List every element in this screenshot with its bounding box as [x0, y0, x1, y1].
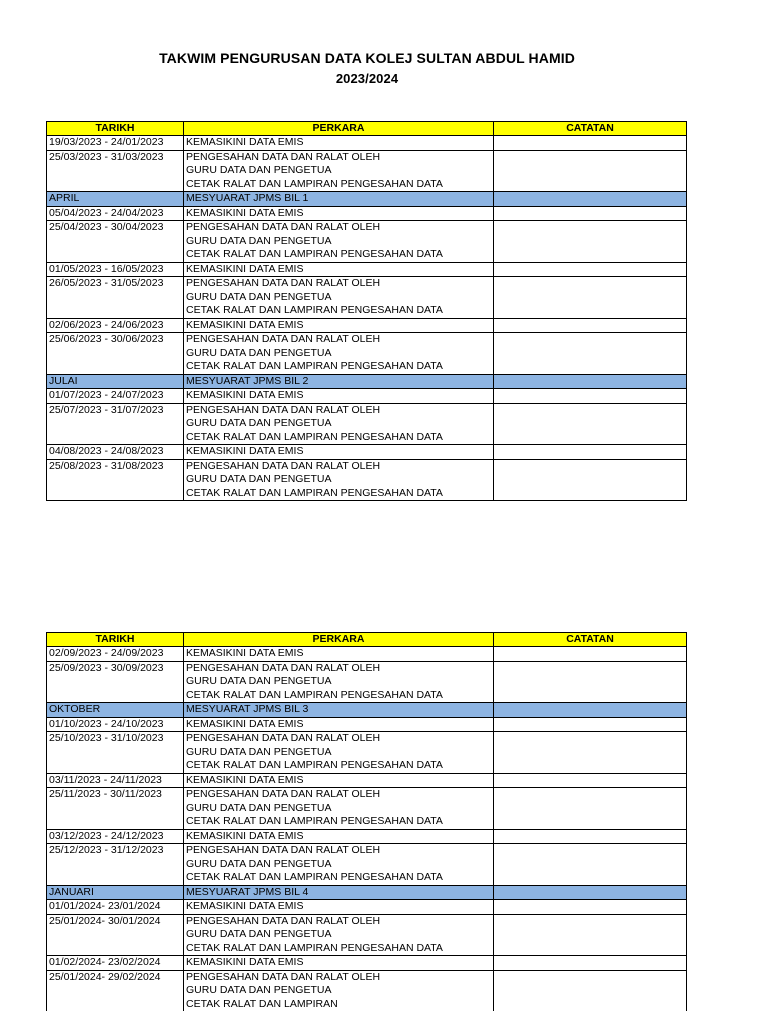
schedule-table-1	[46, 121, 687, 501]
cell-catatan	[494, 206, 687, 221]
cell-catatan	[494, 374, 687, 389]
table-row	[47, 914, 687, 956]
cell-catatan	[494, 703, 687, 718]
perkara-line: GURU DATA DAN PENGETUA	[186, 675, 332, 687]
cell-catatan	[494, 717, 687, 732]
cell-tarikh: 01/01/2024- 23/01/2024	[47, 900, 184, 915]
cell-perkara	[184, 459, 494, 501]
perkara-line: CETAK RALAT DAN LAMPIRAN	[186, 997, 338, 1010]
table-row	[47, 647, 687, 662]
perkara-line: KEMASIKINI DATA EMIS	[186, 318, 304, 331]
perkara-line: GURU DATA DAN PENGETUA	[186, 928, 332, 940]
perkara-line: GURU DATA DAN PENGETUA	[186, 984, 332, 996]
perkara-line: KEMASIKINI DATA EMIS	[186, 262, 304, 275]
header-perkara: PERKARA	[184, 633, 494, 647]
table-row	[47, 459, 687, 501]
cell-tarikh: 25/12/2023 - 31/12/2023	[47, 844, 184, 886]
cell-catatan	[494, 788, 687, 830]
perkara-line: GURU DATA DAN PENGETUA	[186, 473, 332, 485]
perkara-line: CETAK RALAT DAN LAMPIRAN PENGESAHAN DATA	[186, 304, 443, 316]
cell-catatan	[494, 459, 687, 501]
cell-tarikh: 01/07/2023 - 24/07/2023	[47, 389, 184, 404]
cell-perkara	[184, 647, 494, 662]
cell-perkara	[184, 732, 494, 774]
perkara-line: PENGESAHAN DATA DAN RALAT OLEH	[186, 732, 381, 744]
meeting-row	[47, 192, 687, 207]
table-row	[47, 136, 687, 151]
perkara-line: PENGESAHAN DATA DAN RALAT OLEH	[186, 844, 381, 856]
perkara-line: CETAK RALAT DAN LAMPIRAN PENGESAHAN DATA	[186, 815, 443, 827]
cell-tarikh: JANUARI	[47, 885, 184, 900]
cell-perkara	[184, 445, 494, 460]
perkara-line: CETAK RALAT DAN LAMPIRAN PENGESAHAN DATA	[186, 941, 443, 954]
perkara-line: KEMASIKINI DATA EMIS	[186, 136, 304, 148]
table-header-row	[47, 122, 687, 136]
perkara-line: MESYUARAT JPMS BIL 4	[186, 885, 309, 898]
cell-tarikh: APRIL	[47, 192, 184, 207]
table-row	[47, 661, 687, 703]
table-row	[47, 956, 687, 971]
perkara-line: CETAK RALAT DAN LAMPIRAN PENGESAHAN DATA	[186, 688, 443, 701]
table-row	[47, 277, 687, 319]
perkara-line: PENGESAHAN DATA DAN RALAT OLEH	[186, 150, 381, 163]
table-row	[47, 206, 687, 221]
cell-catatan	[494, 914, 687, 956]
table-row	[47, 150, 687, 192]
table-row	[47, 221, 687, 263]
perkara-line: MESYUARAT JPMS BIL 1	[186, 192, 309, 204]
perkara-line: CETAK RALAT DAN LAMPIRAN PENGESAHAN DATA	[186, 177, 443, 190]
cell-tarikh: 04/08/2023 - 24/08/2023	[47, 445, 184, 460]
cell-tarikh: 25/04/2023 - 30/04/2023	[47, 221, 184, 263]
cell-catatan	[494, 885, 687, 900]
cell-tarikh: 19/03/2023 - 24/01/2023	[47, 136, 184, 151]
perkara-line: KEMASIKINI DATA EMIS	[186, 647, 304, 659]
cell-perkara	[184, 374, 494, 389]
table-row	[47, 403, 687, 445]
perkara-line: PENGESAHAN DATA DAN RALAT OLEH	[186, 914, 381, 927]
table-row	[47, 900, 687, 915]
table-row	[47, 732, 687, 774]
perkara-line: PENGESAHAN DATA DAN RALAT OLEH	[186, 277, 381, 289]
cell-perkara	[184, 661, 494, 703]
cell-perkara	[184, 206, 494, 221]
cell-catatan	[494, 277, 687, 319]
cell-tarikh: 05/04/2023 - 24/04/2023	[47, 206, 184, 221]
perkara-line: CETAK RALAT DAN LAMPIRAN PENGESAHAN DATA	[186, 430, 443, 443]
perkara-line: KEMASIKINI DATA EMIS	[186, 829, 304, 842]
cell-perkara	[184, 885, 494, 900]
cell-perkara	[184, 788, 494, 830]
cell-tarikh: 01/10/2023 - 24/10/2023	[47, 717, 184, 732]
cell-perkara	[184, 318, 494, 333]
cell-perkara	[184, 150, 494, 192]
cell-catatan	[494, 773, 687, 788]
cell-tarikh: 25/01/2024- 29/02/2024	[47, 970, 184, 1011]
cell-tarikh: 01/02/2024- 23/02/2024	[47, 956, 184, 971]
perkara-line: PENGESAHAN DATA DAN RALAT OLEH	[186, 403, 381, 416]
cell-tarikh: 01/05/2023 - 16/05/2023	[47, 262, 184, 277]
cell-perkara	[184, 389, 494, 404]
cell-perkara	[184, 914, 494, 956]
perkara-line: PENGESAHAN DATA DAN RALAT OLEH	[186, 459, 381, 472]
cell-perkara	[184, 277, 494, 319]
perkara-line: GURU DATA DAN PENGETUA	[186, 745, 332, 758]
perkara-line: GURU DATA DAN PENGETUA	[186, 234, 332, 247]
cell-perkara	[184, 703, 494, 718]
perkara-line: GURU DATA DAN PENGETUA	[186, 164, 332, 176]
table-row	[47, 844, 687, 886]
cell-catatan	[494, 221, 687, 263]
perkara-line: KEMASIKINI DATA EMIS	[186, 956, 304, 968]
perkara-line: PENGESAHAN DATA DAN RALAT OLEH	[186, 970, 381, 983]
table-row	[47, 389, 687, 404]
cell-catatan	[494, 970, 687, 1011]
perkara-line: KEMASIKINI DATA EMIS	[186, 445, 304, 457]
cell-tarikh: 02/06/2023 - 24/06/2023	[47, 318, 184, 333]
cell-catatan	[494, 192, 687, 207]
cell-perkara	[184, 717, 494, 732]
cell-tarikh: OKTOBER	[47, 703, 184, 718]
table-row	[47, 717, 687, 732]
perkara-line: KEMASIKINI DATA EMIS	[186, 717, 304, 730]
perkara-line: CETAK RALAT DAN LAMPIRAN PENGESAHAN DATA	[186, 871, 443, 883]
cell-perkara	[184, 262, 494, 277]
cell-catatan	[494, 333, 687, 375]
cell-perkara	[184, 829, 494, 844]
perkara-line: GURU DATA DAN PENGETUA	[186, 417, 332, 429]
cell-catatan	[494, 318, 687, 333]
cell-tarikh: 03/11/2023 - 24/11/2023	[47, 773, 184, 788]
cell-perkara	[184, 844, 494, 886]
perkara-line: KEMASIKINI DATA EMIS	[186, 900, 304, 912]
cell-catatan	[494, 403, 687, 445]
cell-perkara	[184, 192, 494, 207]
perkara-line: MESYUARAT JPMS BIL 2	[186, 374, 309, 387]
cell-perkara	[184, 403, 494, 445]
header-tarikh: TARIKH	[47, 633, 184, 647]
perkara-line: GURU DATA DAN PENGETUA	[186, 346, 332, 359]
cell-catatan	[494, 829, 687, 844]
header-catatan: CATATAN	[494, 633, 687, 647]
cell-catatan	[494, 900, 687, 915]
table-row	[47, 333, 687, 375]
perkara-line: GURU DATA DAN PENGETUA	[186, 801, 332, 814]
table-row	[47, 445, 687, 460]
perkara-line: CETAK RALAT DAN LAMPIRAN PENGESAHAN DATA	[186, 486, 443, 499]
cell-perkara	[184, 333, 494, 375]
table-row	[47, 262, 687, 277]
perkara-line: CETAK RALAT DAN LAMPIRAN PENGESAHAN DATA	[186, 248, 443, 260]
cell-catatan	[494, 647, 687, 662]
schedule-table-2	[46, 632, 687, 1011]
perkara-line: PENGESAHAN DATA DAN RALAT OLEH	[186, 788, 381, 800]
perkara-line: GURU DATA DAN PENGETUA	[186, 857, 332, 870]
cell-catatan	[494, 150, 687, 192]
cell-perkara	[184, 900, 494, 915]
cell-perkara	[184, 221, 494, 263]
document-title: TAKWIM PENGURUSAN DATA KOLEJ SULTAN ABDUL HAMID	[159, 50, 575, 66]
perkara-line: KEMASIKINI DATA EMIS	[186, 773, 304, 786]
table-row	[47, 829, 687, 844]
cell-catatan	[494, 956, 687, 971]
meeting-row	[47, 374, 687, 389]
meeting-row	[47, 703, 687, 718]
cell-tarikh: JULAI	[47, 374, 184, 389]
cell-tarikh: 26/05/2023 - 31/05/2023	[47, 277, 184, 319]
meeting-row	[47, 885, 687, 900]
cell-tarikh: 25/10/2023 - 31/10/2023	[47, 732, 184, 774]
cell-tarikh: 25/11/2023 - 30/11/2023	[47, 788, 184, 830]
cell-catatan	[494, 844, 687, 886]
header-tarikh: TARIKH	[47, 122, 184, 136]
perkara-line: GURU DATA DAN PENGETUA	[186, 290, 332, 303]
perkara-line: PENGESAHAN DATA DAN RALAT OLEH	[186, 333, 381, 345]
perkara-line: CETAK RALAT DAN LAMPIRAN PENGESAHAN DATA	[186, 360, 443, 372]
table-row	[47, 970, 687, 1011]
cell-tarikh: 25/01/2024- 30/01/2024	[47, 914, 184, 956]
cell-tarikh: 25/03/2023 - 31/03/2023	[47, 150, 184, 192]
cell-catatan	[494, 445, 687, 460]
cell-tarikh: 25/07/2023 - 31/07/2023	[47, 403, 184, 445]
header-catatan: CATATAN	[494, 122, 687, 136]
cell-catatan	[494, 262, 687, 277]
perkara-line: KEMASIKINI DATA EMIS	[186, 389, 304, 401]
cell-tarikh: 02/09/2023 - 24/09/2023	[47, 647, 184, 662]
cell-perkara	[184, 956, 494, 971]
cell-perkara	[184, 136, 494, 151]
table-header-row	[47, 633, 687, 647]
document-year: 2023/2024	[335, 71, 399, 86]
cell-catatan	[494, 389, 687, 404]
cell-tarikh: 25/06/2023 - 30/06/2023	[47, 333, 184, 375]
perkara-line: KEMASIKINI DATA EMIS	[186, 206, 304, 219]
table-row	[47, 773, 687, 788]
table-row	[47, 788, 687, 830]
perkara-line: MESYUARAT JPMS BIL 3	[186, 703, 309, 715]
cell-tarikh: 25/09/2023 - 30/09/2023	[47, 661, 184, 703]
table-row	[47, 318, 687, 333]
cell-tarikh: 25/08/2023 - 31/08/2023	[47, 459, 184, 501]
perkara-line: PENGESAHAN DATA DAN RALAT OLEH	[186, 661, 381, 674]
cell-perkara	[184, 773, 494, 788]
cell-catatan	[494, 661, 687, 703]
perkara-line: CETAK RALAT DAN LAMPIRAN PENGESAHAN DATA	[186, 759, 443, 771]
perkara-line: PENGESAHAN DATA DAN RALAT OLEH	[186, 221, 381, 233]
cell-perkara	[184, 970, 494, 1011]
cell-catatan	[494, 732, 687, 774]
cell-tarikh: 03/12/2023 - 24/12/2023	[47, 829, 184, 844]
cell-catatan	[494, 136, 687, 151]
header-perkara: PERKARA	[184, 122, 494, 136]
